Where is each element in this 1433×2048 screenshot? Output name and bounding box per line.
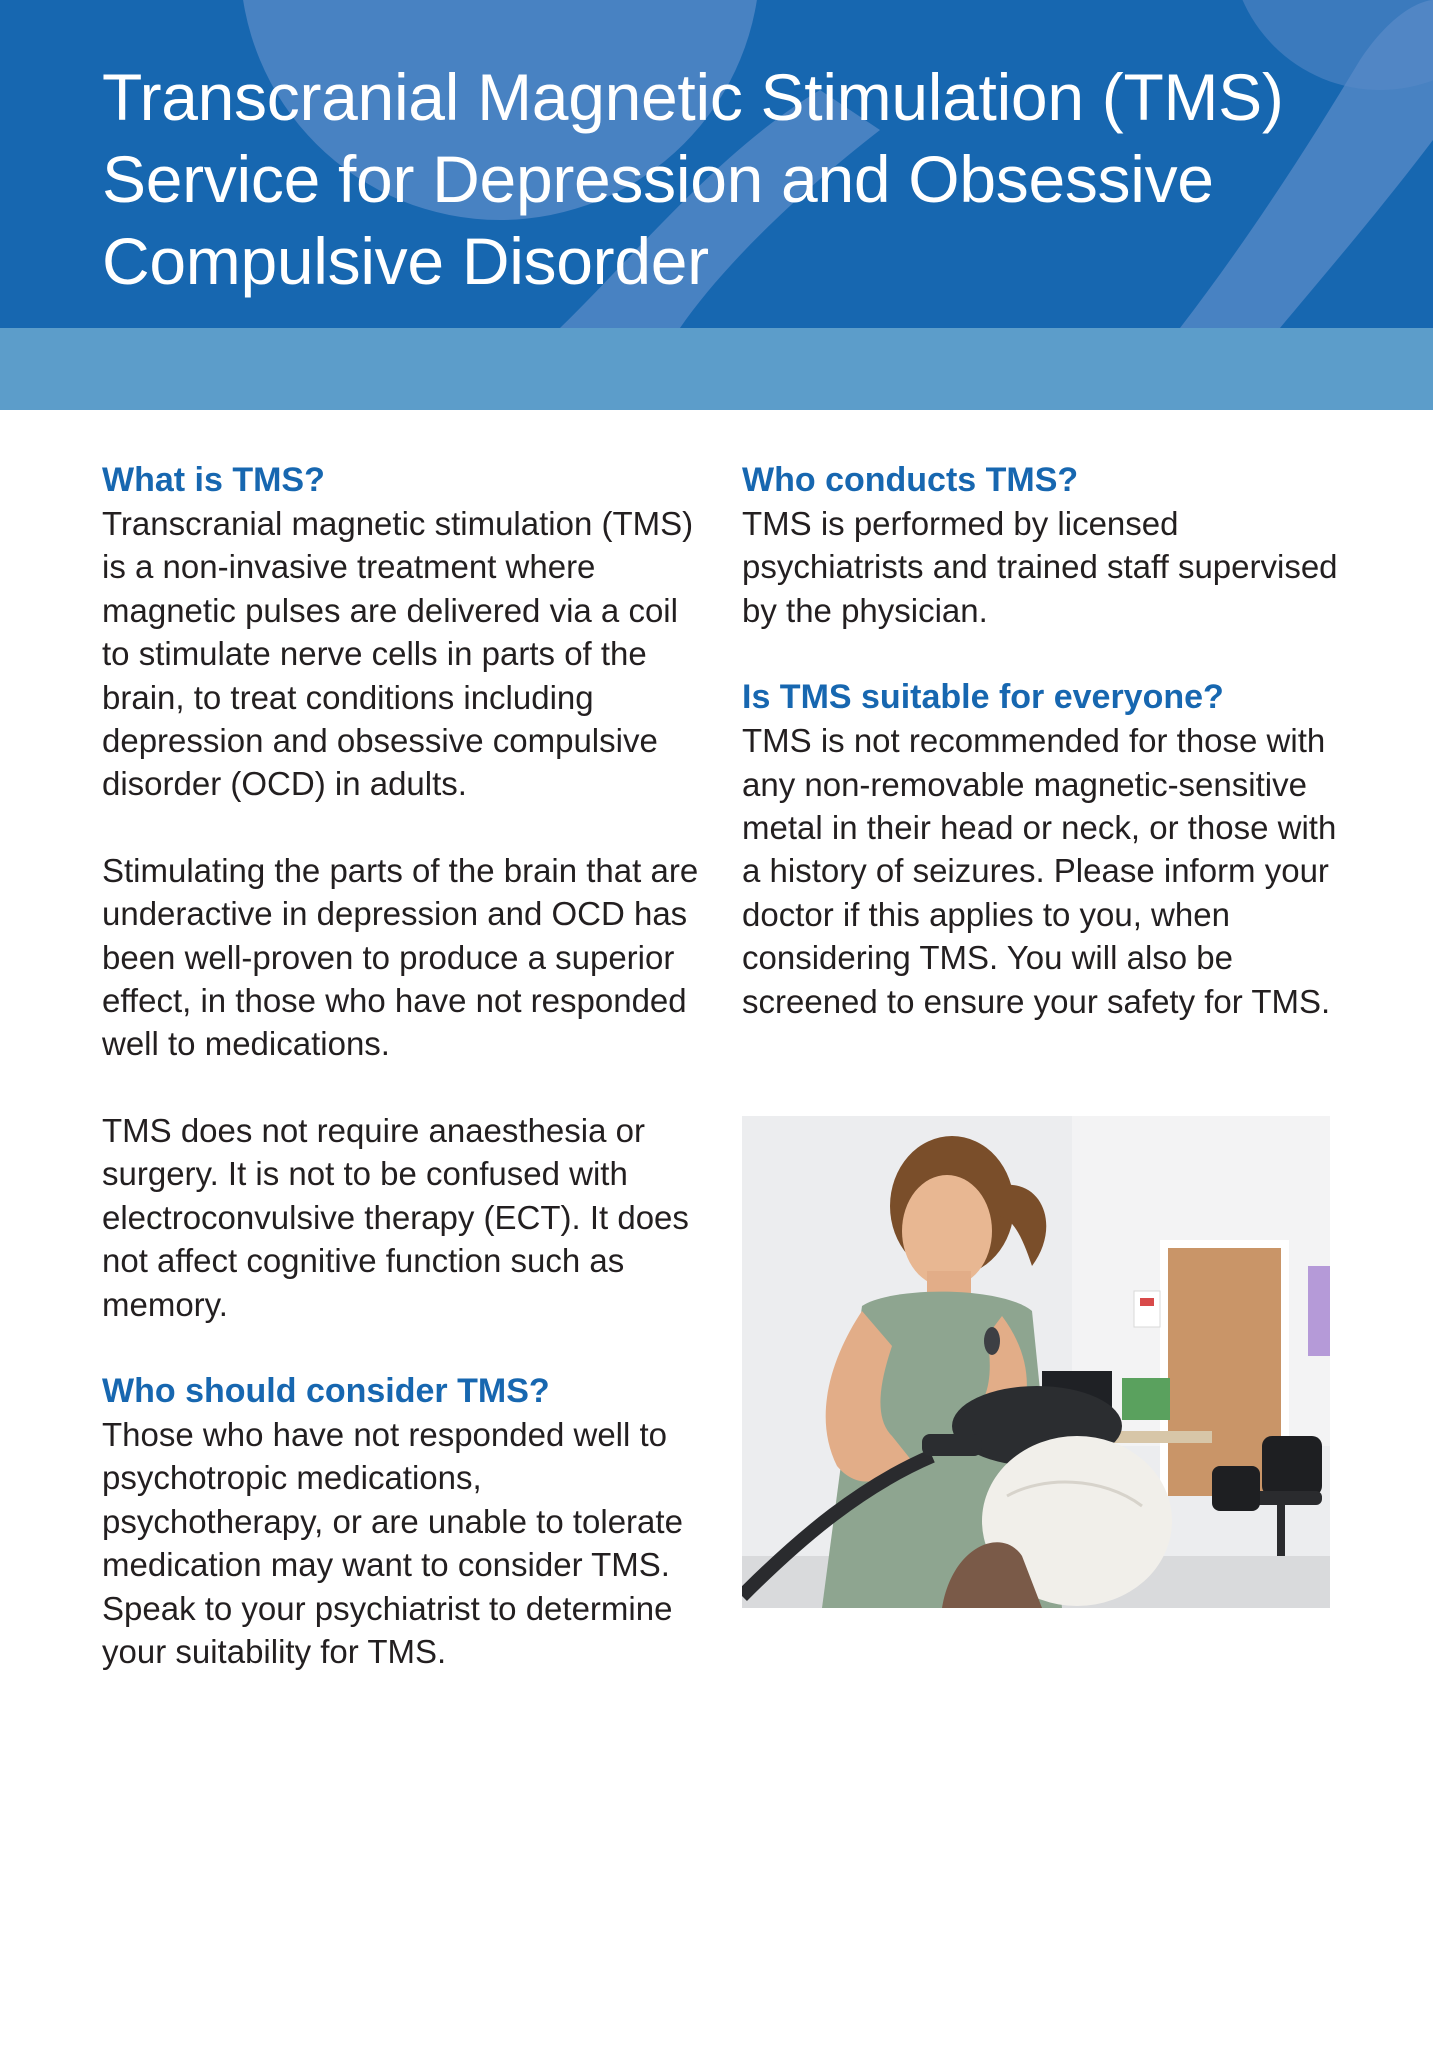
section-paragraph: Stimulating the parts of the brain that are underactive in depression and OCD has been well-proven to produce a superior effect, in those who have not responded well to medications. [102,851,699,1063]
right-column [742,458,1342,1066]
section-paragraph: Those who have not responded well to psychotropic medications, psychotherapy, or are unable to tolerate medication may want to consider TMS. Speak to your psychiatrist to determine your suitability for TMS. [102,1415,683,1670]
section-paragraph: TMS is not recommended for those with any non-removable magnetic-sensitive metal in their head or neck, or those with a history of seizures. Please inform your doctor if this applies to you, when considering TMS. You will also be screened to ensure your safety for TMS. [742,722,1337,1020]
section-what-is-tms [102,458,702,1326]
photo-illustration [742,1116,1330,1608]
header-band [0,328,1433,410]
left-column [102,458,702,1716]
section-paragraph: TMS is performed by licensed psychiatrists and trained staff supervised by the physician. [742,505,1338,629]
tms-treatment-photo [742,1116,1330,1608]
section-paragraph: TMS does not require anaesthesia or surgery. It is not to be confused with electroconvulsive therapy (ECT). It does not affect cognitive function such as memory. [102,1111,689,1323]
section-who-should-consider [102,1369,702,1673]
section-heading: What is TMS? [102,461,325,499]
section-who-conducts [742,458,1342,632]
section-heading: Is TMS suitable for everyone? [742,678,1224,717]
section-heading: Who conducts TMS? [742,461,1079,499]
section-paragraph: Transcranial magnetic stimulation (TMS) is a non-invasive treatment where magnetic pulses are delivered via a coil to stimulate nerve cells in parts of the brain, to treat conditions including depression and obsessive compulsive disorder (OCD) in adults. [102,505,694,803]
section-heading: Who should consider TMS? [102,1371,550,1410]
header-banner [0,0,1433,328]
section-suitable-for-everyone [742,675,1342,1023]
page-title: Transcranial Magnetic Stimulation (TMS) Service for Depression and Obsessive Compulsive Disorder [102,60,1284,298]
